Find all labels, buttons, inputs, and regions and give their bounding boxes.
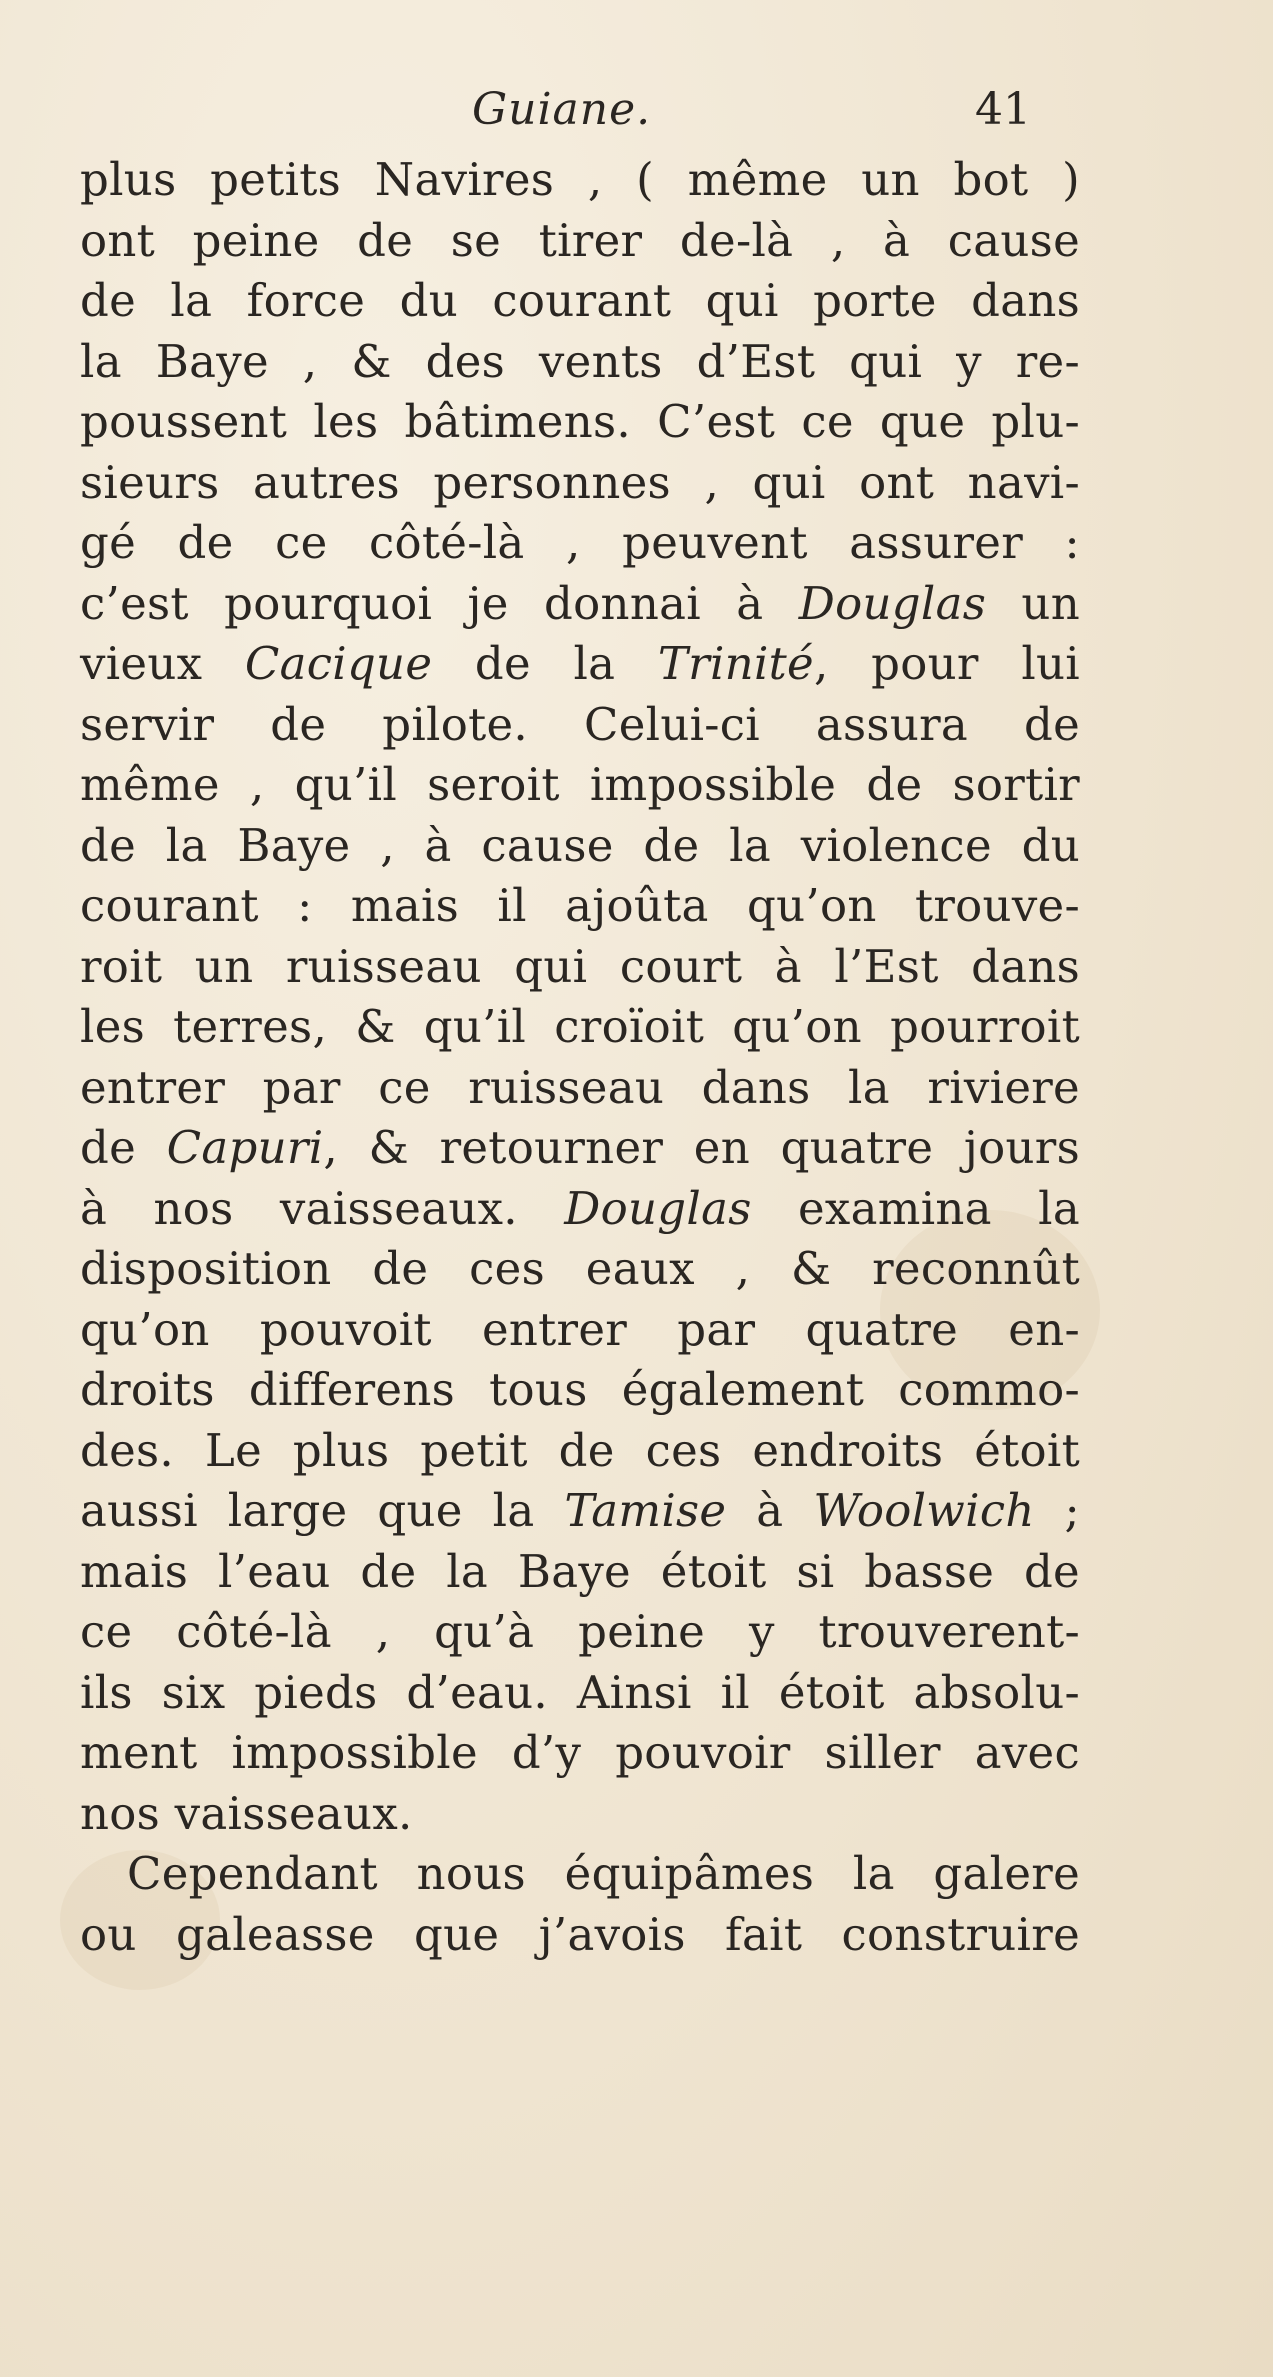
text-line [80, 211, 1080, 272]
text-segment: disposition de ces eaux , & reconnût [80, 1242, 1080, 1295]
text-segment: à [726, 1484, 814, 1537]
text-line [80, 997, 1080, 1058]
text-line [80, 513, 1080, 574]
text-segment: ; [1034, 1484, 1080, 1537]
text-segment: poussent les bâtimens. C’est ce que plu- [80, 395, 1080, 448]
text-segment: entrer par ce ruisseau dans la riviere [80, 1060, 1080, 1114]
italic-text: Trinité [657, 637, 814, 690]
text-segment: de la force du courant qui porte dans [80, 274, 1080, 327]
running-title: Guiane. [472, 84, 652, 135]
text-line [80, 453, 1080, 514]
text-segment: la Baye , & des vents d’Est qui y re- [80, 334, 1080, 388]
text-segment: ou galeasse que j’avois fait construire [80, 1907, 1080, 1961]
text-segment: à nos vaisseaux. [80, 1181, 565, 1235]
text-line [80, 271, 1080, 332]
text-segment: ce côté-là , qu’à peine y trouverent- [80, 1605, 1080, 1658]
text-line [80, 1300, 1080, 1361]
text-segment: de [80, 1121, 167, 1174]
text-segment: un [986, 576, 1080, 630]
text-line [80, 1905, 1080, 1966]
text-line [80, 1118, 1080, 1179]
text-line [80, 1421, 1080, 1482]
text-segment: aussi large que la [80, 1484, 565, 1537]
text-line [80, 695, 1080, 756]
text-segment: servir de pilote. Celui-ci assura de [80, 697, 1080, 751]
text-segment: plus petits Navires , ( même un bot ) [80, 153, 1080, 206]
text-line [80, 634, 1080, 695]
text-segment: nos vaisseaux. [80, 1786, 413, 1840]
text-line [80, 574, 1080, 635]
italic-text: Capuri [166, 1121, 324, 1174]
text-segment: ils six pieds d’eau. Ainsi il étoit absolu- [80, 1665, 1080, 1719]
text-line [80, 1179, 1080, 1240]
italic-text: Tamise [564, 1484, 727, 1537]
text-segment: courant : mais il ajoûta qu’on trouve- [80, 879, 1080, 932]
body-text [80, 150, 1080, 1965]
text-line [80, 937, 1080, 998]
italic-text: Cacique [244, 637, 433, 690]
text-line [80, 1058, 1080, 1119]
text-segment: de la Baye , à cause de la violence du [80, 818, 1080, 872]
text-segment: les terres, & qu’il croïoit qu’on pourroit [80, 1000, 1080, 1053]
text-line [80, 332, 1080, 393]
italic-text: Woolwich [813, 1484, 1035, 1537]
text-line [80, 816, 1080, 877]
text-line [80, 392, 1080, 453]
text-segment: même , qu’il seroit impossible de sortir [80, 758, 1080, 811]
text-line [80, 755, 1080, 816]
text-segment: roit un ruisseau qui court à l’Est dans [80, 939, 1080, 993]
text-segment: vieux [80, 637, 245, 690]
text-segment: Cependant nous équipâmes la galere [127, 1847, 1080, 1900]
page-header [0, 84, 1273, 144]
text-segment: , & retourner en quatre jours [323, 1121, 1080, 1174]
text-segment: sieurs autres personnes , qui ont navi- [80, 455, 1080, 509]
text-segment: qu’on pouvoit entrer par quatre en- [80, 1302, 1080, 1356]
text-segment: examina la [751, 1181, 1080, 1235]
text-segment: droits differens tous également commo- [80, 1363, 1080, 1416]
text-line [80, 876, 1080, 937]
text-line [80, 1360, 1080, 1421]
text-line [80, 1481, 1080, 1542]
text-segment: ment impossible d’y pouvoir siller avec [80, 1726, 1080, 1779]
text-line [80, 1239, 1080, 1300]
italic-text: Douglas [798, 576, 987, 630]
text-segment: mais l’eau de la Baye étoit si basse de [80, 1544, 1080, 1598]
text-line [80, 1784, 1080, 1845]
italic-text: Douglas [564, 1181, 752, 1235]
text-line [80, 150, 1080, 211]
text-segment: ont peine de se tirer de-là , à cause [80, 213, 1080, 267]
text-segment: c’est pourquoi je donnai à [80, 576, 799, 630]
text-segment: des. Le plus petit de ces endroits étoit [80, 1423, 1080, 1477]
text-line [80, 1844, 1080, 1905]
text-segment: , pour lui [813, 637, 1080, 690]
page-number: 41 [975, 84, 1031, 135]
text-line [80, 1542, 1080, 1603]
text-line [80, 1723, 1080, 1784]
text-segment: gé de ce côté-là , peuvent assurer : [80, 516, 1080, 569]
text-line [80, 1602, 1080, 1663]
text-segment: de la [432, 637, 658, 690]
text-line [80, 1663, 1080, 1724]
